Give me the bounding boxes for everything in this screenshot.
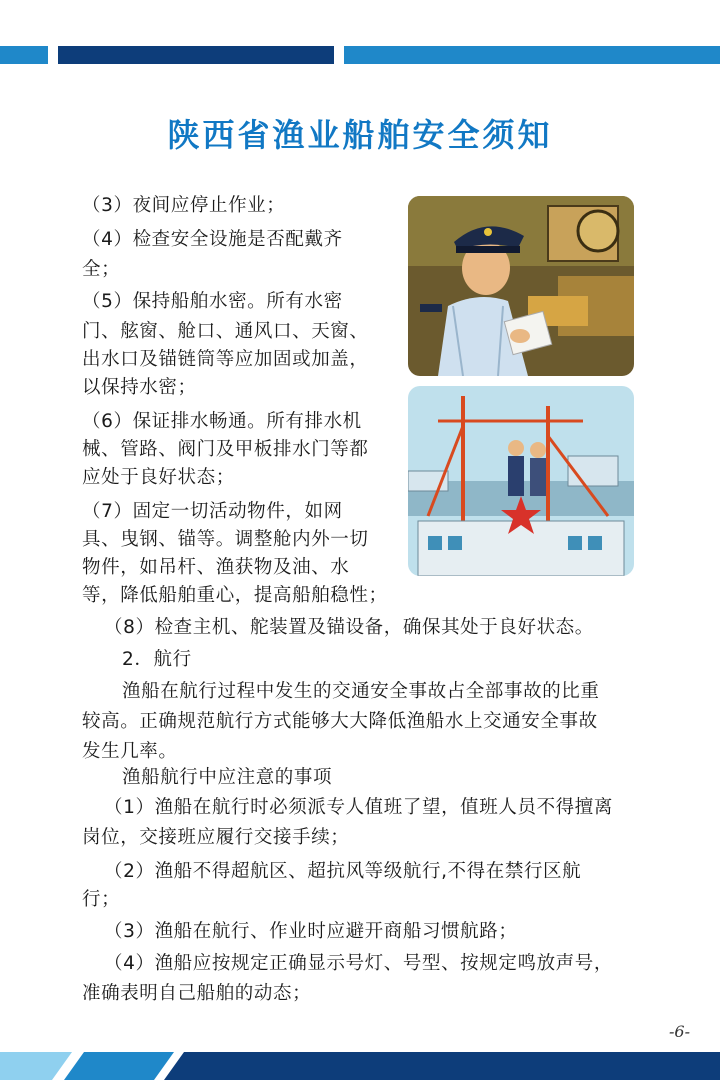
text-line: 出水口及锚链筒等应加固或加盖， xyxy=(82,349,369,370)
top-bar-left xyxy=(0,46,48,64)
officer-inspecting-icon xyxy=(408,196,634,376)
text-line: 全； xyxy=(82,259,121,280)
text-line: 以保持水密； xyxy=(82,377,197,398)
text-line: 物件，如吊杆、渔获物及油、水 xyxy=(82,557,350,578)
top-bar-right xyxy=(344,46,720,64)
text-line: （5）保持船舶水密。所有水密 xyxy=(82,291,343,312)
text-line: （2）渔船不得超航区、超抗风等级航行,不得在禁行区航 xyxy=(104,861,582,882)
section-heading: 2．航行 xyxy=(122,649,192,670)
text-line: （4）检查安全设施是否配戴齐 xyxy=(82,229,343,250)
page-number: -6- xyxy=(669,1022,690,1041)
text-line: （8）检查主机、舵装置及锚设备，确保其处于良好状态。 xyxy=(104,617,594,638)
text-line: 门、舷窗、舱口、通风口、天窗、 xyxy=(82,321,369,342)
text-line: 发生几率。 xyxy=(82,741,178,762)
text-line: 行； xyxy=(82,889,121,910)
bottom-decor-strip xyxy=(0,1046,720,1080)
text-line: （7）固定一切活动物件，如网 xyxy=(82,501,343,522)
text-line: 等，降低船舶重心，提高船舶稳性； xyxy=(82,585,388,606)
page-title: 陕西省渔业船舶安全须知 xyxy=(167,116,553,154)
text-line: （1）渔船在航行时必须派专人值班了望，值班人员不得擅离 xyxy=(104,797,613,818)
ship-mast-inspection-icon xyxy=(408,386,634,576)
text-line: 较高。正确规范航行方式能够大大降低渔船水上交通安全事故 xyxy=(82,711,598,732)
text-line: （6）保证排水畅通。所有排水机 xyxy=(82,411,362,432)
text-line: 渔船在航行过程中发生的交通安全事故占全部事故的比重 xyxy=(122,681,600,702)
text-line: 械、管路、阀门及甲板排水门等都 xyxy=(82,439,369,460)
text-line: （4）渔船应按规定正确显示号灯、号型、按规定鸣放声号， xyxy=(104,953,613,974)
subsection-heading: 渔船航行中应注意的事项 xyxy=(122,767,333,788)
top-bar-middle xyxy=(58,46,334,64)
text-line: 准确表明自己船舶的动态； xyxy=(82,983,312,1004)
text-line: 岗位，交接班应履行交接手续； xyxy=(82,827,350,848)
text-line: 应处于良好状态； xyxy=(82,467,235,488)
text-line: 具、曳钢、锚等。调整舱内外一切 xyxy=(82,529,369,550)
text-line: （3）夜间应停止作业； xyxy=(82,195,286,216)
text-line: （3）渔船在航行、作业时应避开商船习惯航路； xyxy=(104,921,518,942)
